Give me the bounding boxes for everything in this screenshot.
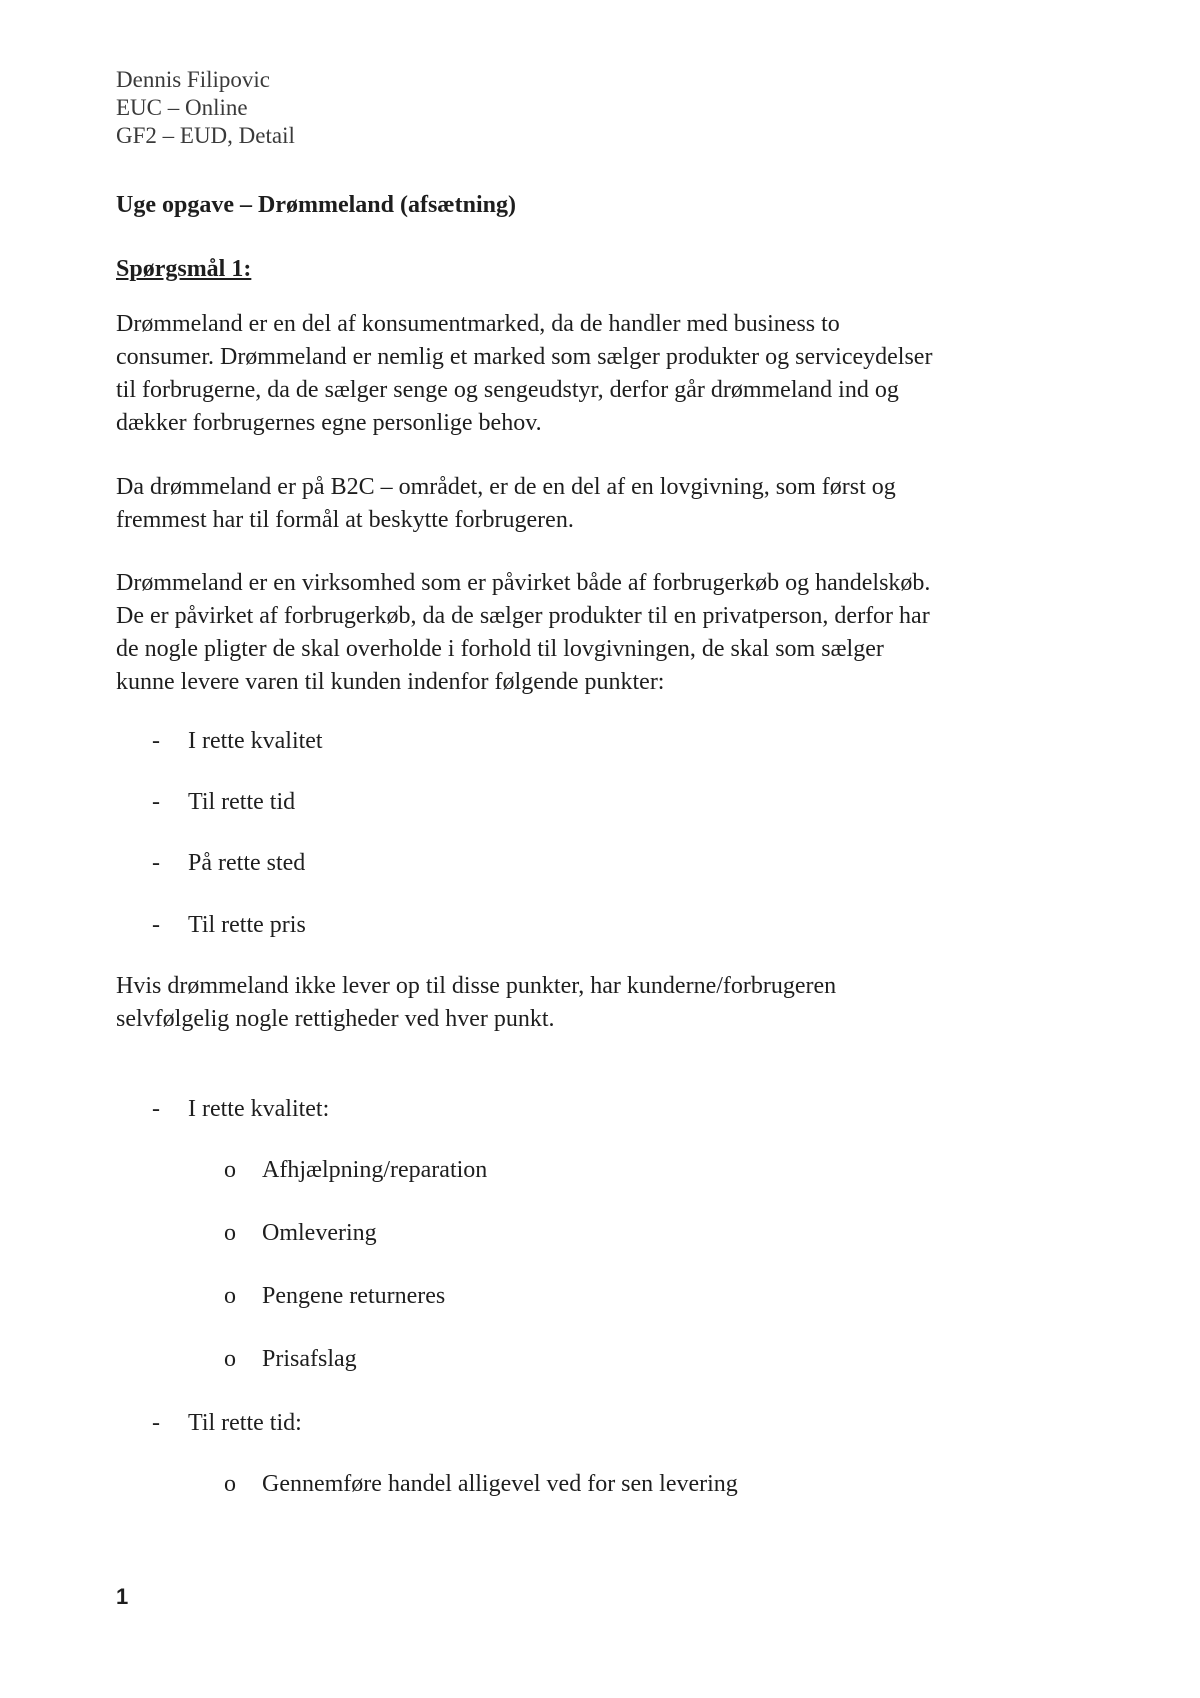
- paragraph-line: de nogle pligter de skal overholde i forhold til lovgivningen, de skal som sælger: [116, 636, 884, 662]
- paragraph-line: selvfølgelig nogle rettigheder ved hver punkt.: [116, 1006, 555, 1032]
- sublist-bullet: o: [224, 1157, 236, 1183]
- paragraph-line: De er påvirket af forbrugerkøb, da de sælger produkter til en privatperson, derfor har: [116, 603, 930, 629]
- sublist-item: Gennemføre handel alligevel ved for sen levering: [262, 1471, 738, 1497]
- sublist-item: Prisafslag: [262, 1346, 357, 1372]
- list-dash: -: [152, 912, 160, 938]
- list-item-point: På rette sted: [188, 850, 306, 876]
- paragraph-1: [116, 308, 1116, 440]
- paragraph-line: til forbrugerne, da de sælger senge og sengeudstyr, derfor går drømmeland ind og: [116, 377, 899, 403]
- sublist-bullet: o: [224, 1471, 236, 1497]
- author-name: Dennis Filipovic: [116, 67, 270, 92]
- list-dash: -: [152, 1410, 160, 1436]
- list-item-point: Til rette pris: [188, 912, 306, 938]
- sublist-bullet: o: [224, 1283, 236, 1309]
- paragraph-line: Drømmeland er en del af konsumentmarked, da de handler med business to: [116, 311, 840, 337]
- list-dash: -: [152, 1096, 160, 1122]
- paragraph-3: [116, 567, 1116, 699]
- question-heading: Spørgsmål 1:: [116, 256, 252, 282]
- page-number: 1: [116, 1584, 129, 1609]
- sublist-bullet: o: [224, 1220, 236, 1246]
- rights-heading-time: Til rette tid:: [188, 1410, 302, 1436]
- course-name: GF2 – EUD, Detail: [116, 123, 295, 148]
- paragraph-2: [116, 471, 1116, 537]
- rights-heading-quality: I rette kvalitet:: [188, 1096, 330, 1122]
- list-dash: -: [152, 789, 160, 815]
- list-item-point: Til rette tid: [188, 789, 296, 815]
- sublist-item: Afhjælpning/reparation: [262, 1157, 488, 1183]
- sublist-item: Omlevering: [262, 1220, 377, 1246]
- paragraph-line: Drømmeland er en virksomhed som er påvirket både af forbrugerkøb og handelskøb.: [116, 570, 931, 596]
- paragraph-4: [116, 970, 1116, 1036]
- paragraph-line: fremmest har til formål at beskytte forbrugeren.: [116, 507, 574, 533]
- paragraph-line: dækker forbrugernes egne personlige behov.: [116, 410, 542, 436]
- list-item-point: I rette kvalitet: [188, 728, 323, 754]
- paragraph-line: kunne levere varen til kunden indenfor følgende punkter:: [116, 669, 665, 695]
- paragraph-line: Da drømmeland er på B2C – området, er de en del af en lovgivning, som først og: [116, 474, 896, 500]
- school-name: EUC – Online: [116, 95, 248, 120]
- sublist-bullet: o: [224, 1346, 236, 1372]
- list-dash: -: [152, 728, 160, 754]
- paragraph-line: Hvis drømmeland ikke lever op til disse punkter, har kunderne/forbrugeren: [116, 973, 837, 999]
- document-title: Uge opgave – Drømmeland (afsætning): [116, 192, 516, 218]
- paragraph-line: consumer. Drømmeland er nemlig et marked som sælger produkter og serviceydelser: [116, 344, 933, 370]
- sublist-item: Pengene returneres: [262, 1283, 446, 1309]
- list-dash: -: [152, 850, 160, 876]
